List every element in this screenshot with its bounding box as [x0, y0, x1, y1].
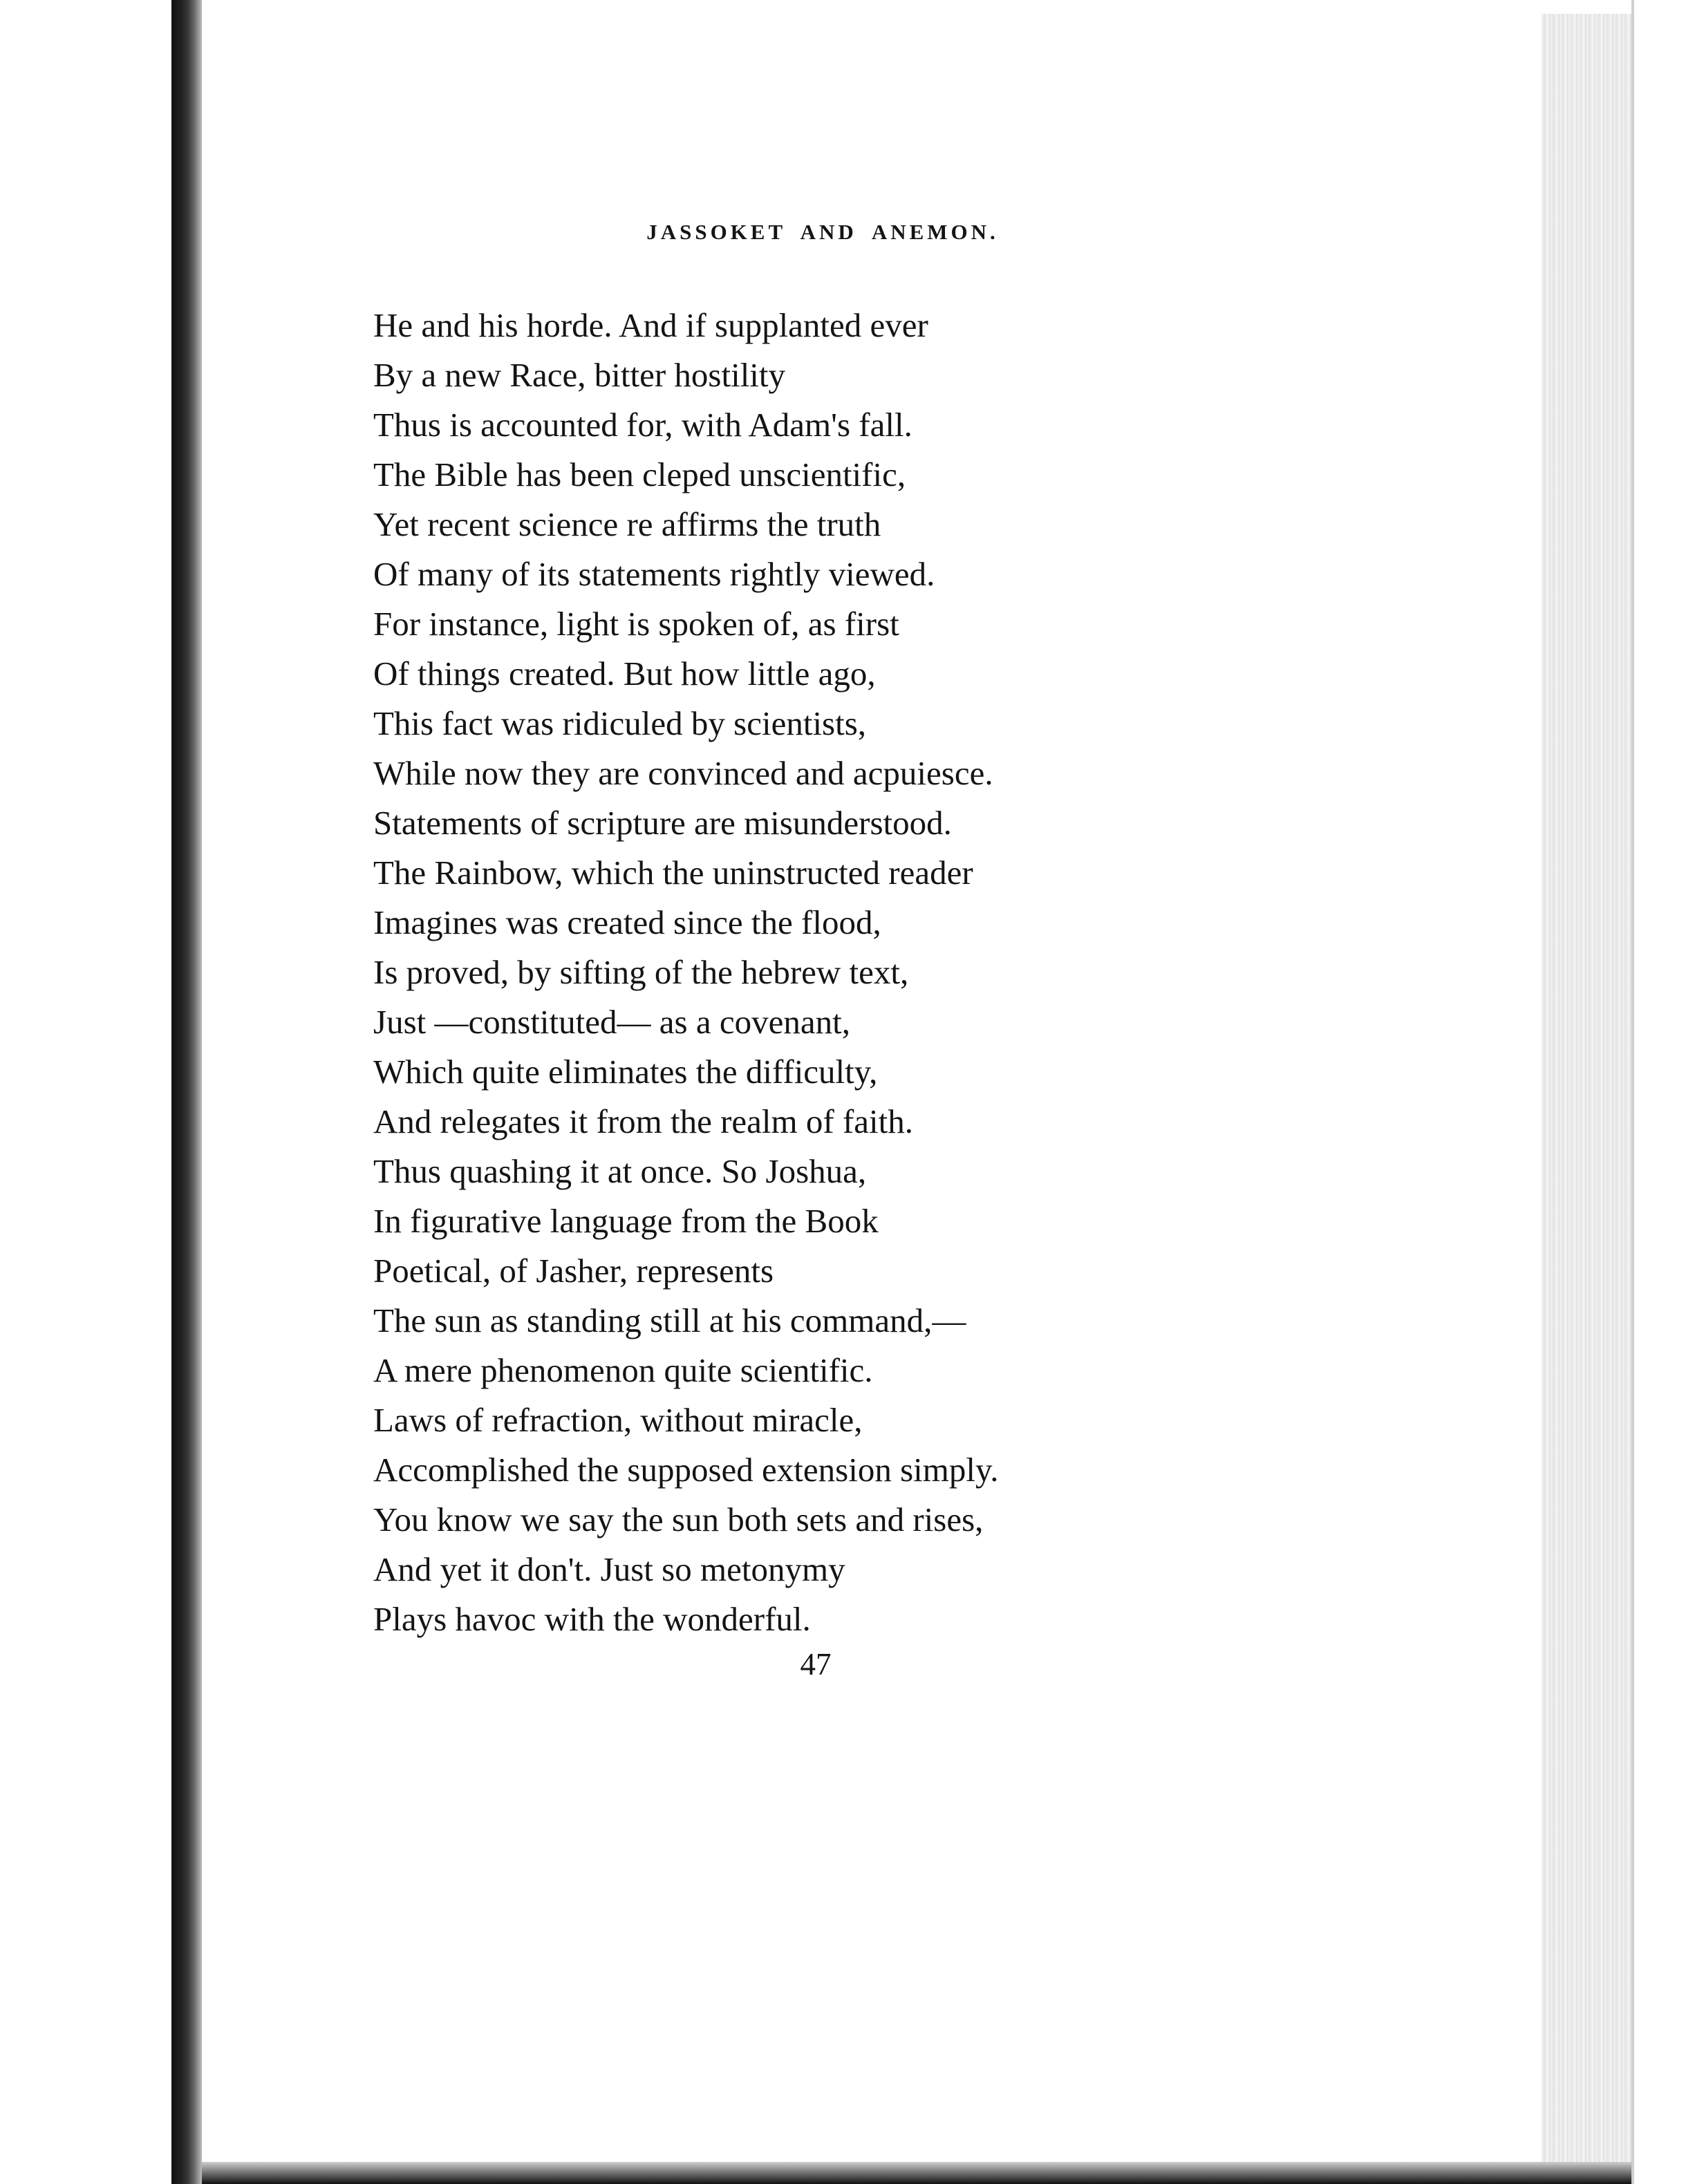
- poem-line: The Bible has been cleped unscientific,: [373, 455, 906, 493]
- poem-line: Laws of refraction, without miracle,: [373, 1401, 863, 1439]
- poem-text: [373, 301, 1286, 1644]
- poem-line: The Rainbow, which the uninstructed reader: [373, 854, 973, 892]
- poem-line: By a new Race, bitter hostility: [373, 356, 786, 394]
- poem-line: Of many of its statements rightly viewed.: [373, 555, 935, 593]
- poem-line: Of things created. But how little ago,: [373, 655, 876, 693]
- poem-line: The sun as standing still at his command,—: [373, 1301, 966, 1339]
- running-head: JASSOKET AND ANEMON.: [646, 220, 999, 244]
- book-spine-shadow: [171, 0, 202, 2184]
- poem-line: A mere phenomenon quite scientific.: [373, 1351, 873, 1389]
- poem-line: Imagines was created since the flood,: [373, 903, 881, 941]
- poem-line: Thus is accounted for, with Adam's fall.: [373, 406, 912, 444]
- poem-line: While now they are convinced and acpuiesce.: [373, 754, 993, 792]
- poem-line: Yet recent science re affirms the truth: [373, 505, 881, 543]
- poem-line: And relegates it from the realm of faith.: [373, 1102, 913, 1140]
- poem-line: Is proved, by sifting of the hebrew text,: [373, 953, 909, 991]
- poem-line: Poetical, of Jasher, represents: [373, 1252, 774, 1290]
- poem-line: You know we say the sun both sets and rises,: [373, 1500, 984, 1538]
- poem-line: Plays havoc with the wonderful.: [373, 1600, 811, 1638]
- poem-line: And yet it don't. Just so metonymy: [373, 1550, 845, 1588]
- bottom-shadow: [202, 2162, 1631, 2184]
- poem-line: Thus quashing it at once. So Joshua,: [373, 1152, 867, 1190]
- poem-line: In figurative language from the Book: [373, 1202, 879, 1240]
- poem-line: Just —constituted— as a covenant,: [373, 1003, 850, 1041]
- scan-margin-left: [0, 0, 171, 2184]
- poem-line: Accomplished the supposed extension simply.: [373, 1451, 999, 1489]
- poem-line: Which quite eliminates the difficulty,: [373, 1053, 878, 1091]
- poem-line: For instance, light is spoken of, as first: [373, 605, 899, 643]
- poem-line: This fact was ridiculed by scientists,: [373, 704, 867, 742]
- poem-line: Statements of scripture are misunderstood.: [373, 804, 952, 842]
- poem-line: He and his horde. And if supplanted ever: [373, 306, 928, 344]
- page-number: 47: [800, 1647, 832, 1682]
- scan-margin-right: [1631, 0, 1695, 2184]
- page-edges: [1542, 14, 1631, 2170]
